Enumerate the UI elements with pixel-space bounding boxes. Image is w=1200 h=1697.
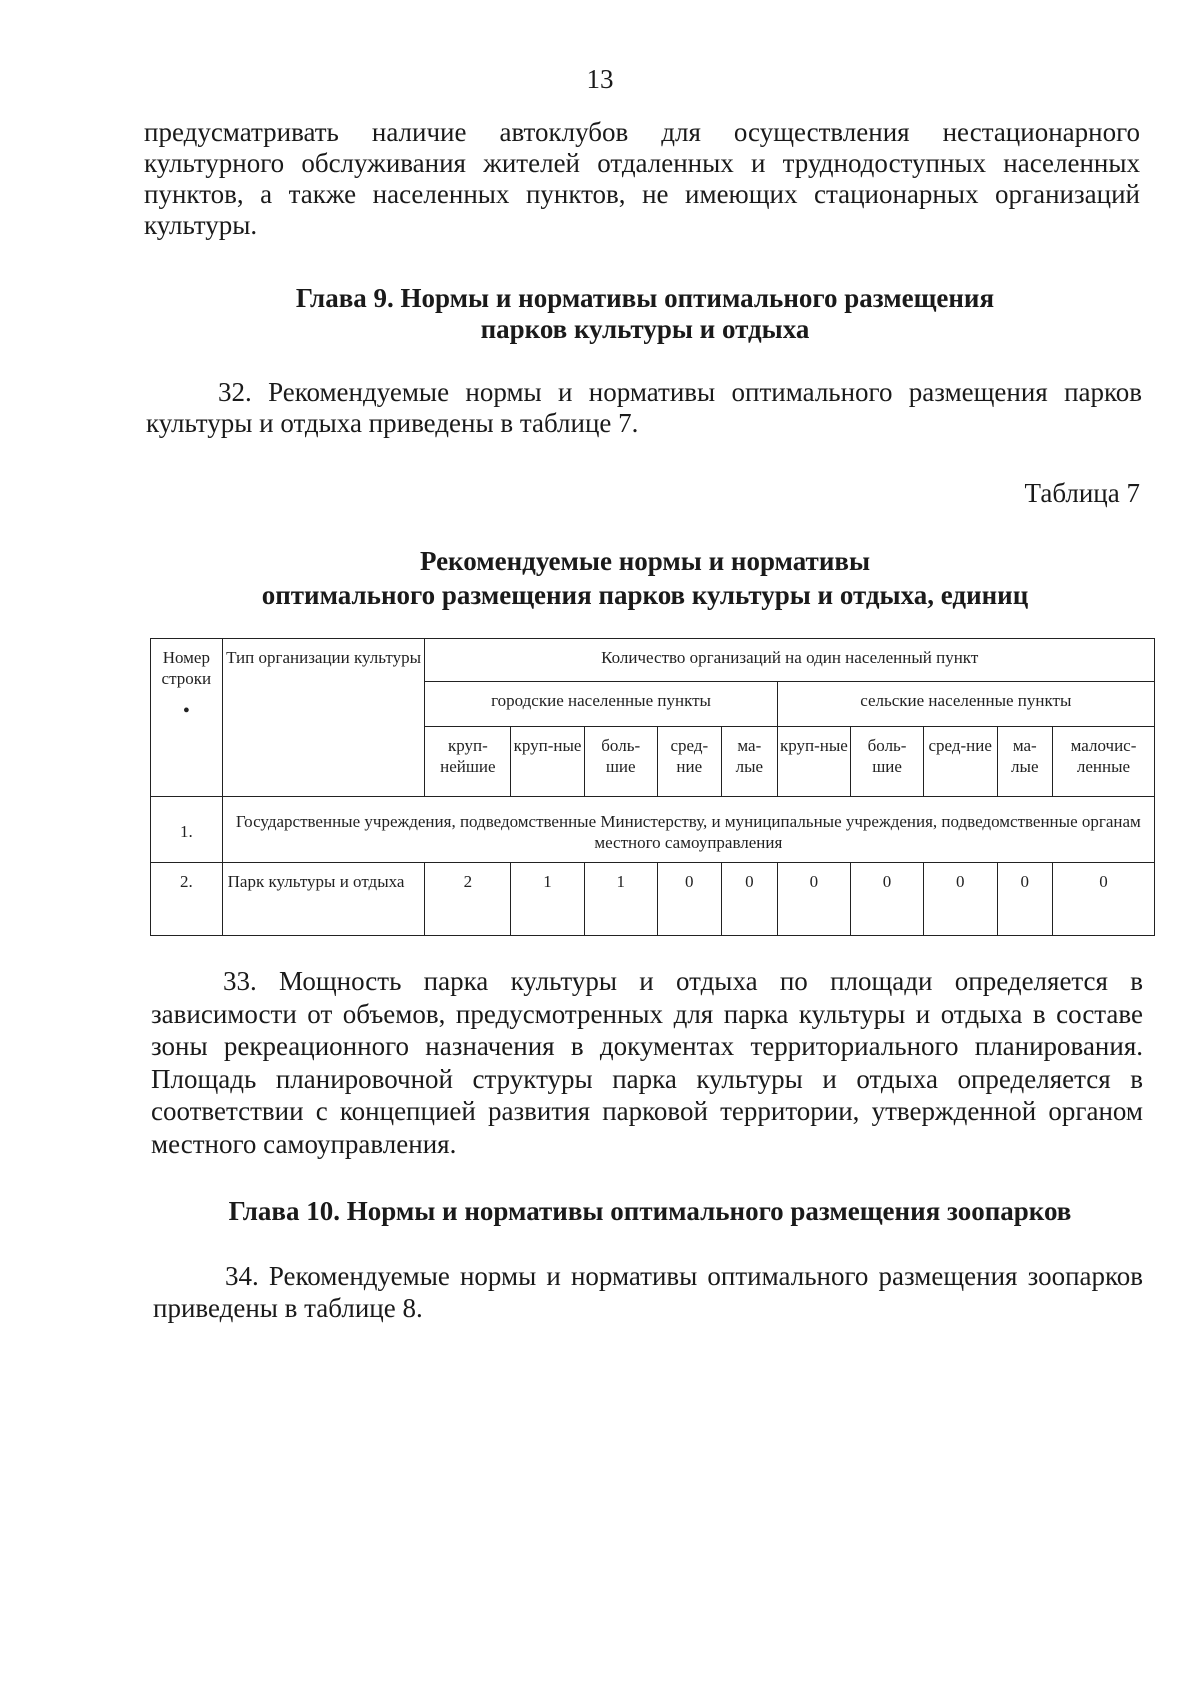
header-rural-size: малочис-ленные: [1053, 727, 1155, 797]
row-number: 2.: [151, 863, 223, 936]
row-value: 0: [997, 863, 1052, 936]
chapter9-heading-line1: Глава 9. Нормы и нормативы оптимального размещения: [295, 283, 995, 313]
paragraph-34: 34. Рекомендуемые нормы и нормативы оптимального размещения зоопарков приведены в таблице 8.: [153, 1261, 1143, 1323]
row-value: 2: [425, 863, 511, 936]
header-rural: сельские населенные пункты: [777, 682, 1154, 727]
row-org-type: Парк культуры и отдыха: [222, 863, 425, 936]
header-urban-size: боль-шие: [584, 727, 657, 797]
table7: [150, 638, 1155, 936]
intro-paragraph: предусматривать наличие автоклубов для осуществления нестационарного культурного обслуживания жителей отдаленных и труднодоступных населенных пунктов, а также населенных пунктов, не имеющих стационарных организаций культуры.: [144, 117, 1140, 240]
header-urban-size: ма-лые: [722, 727, 777, 797]
table7-title-line2: оптимального размещения парков культуры и отдыха, единиц: [261, 580, 1029, 610]
row-value: 0: [1053, 863, 1155, 936]
header-urban-size: круп-ные: [511, 727, 585, 797]
row-section-text: Государственные учреждения, подведомственные Министерству, и муниципальные учреждения, подведомственные органам местного самоуправления: [222, 797, 1154, 863]
row-value: 1: [584, 863, 657, 936]
header-urban: городские населенные пункты: [425, 682, 777, 727]
chapter9-heading: [150, 283, 1140, 345]
table7-title: [150, 544, 1140, 612]
header-rural-size: сред-ние: [923, 727, 997, 797]
row-value: 0: [722, 863, 777, 936]
header-urban-size: сред-ние: [657, 727, 722, 797]
chapter9-heading-line2: парков культуры и отдыха: [480, 314, 810, 344]
page-number: 13: [586, 64, 614, 94]
header-urban-size: круп-нейшие: [425, 727, 511, 797]
table-row: [151, 797, 1155, 863]
table7-title-line1: Рекомендуемые нормы и нормативы: [419, 546, 871, 576]
table7-caption: Таблица 7: [1024, 478, 1140, 508]
table-row: [151, 863, 1155, 936]
row-value: 0: [777, 863, 851, 936]
header-org-type: Тип организации культуры: [222, 639, 425, 797]
chapter10-heading: Глава 10. Нормы и нормативы оптимального размещения зоопарков: [228, 1196, 1072, 1226]
header-rural-size: ма-лые: [997, 727, 1052, 797]
header-bullet: •: [182, 700, 190, 722]
row-value: 1: [511, 863, 585, 936]
paragraph-33: 33. Мощность парка культуры и отдыха по площади определяется в зависимости от объемов, предусмотренных для парка культуры и отдыха в составе зоны рекреационного назначения в документах территориального планирования. Площадь планировочной структуры парка культуры и отдыха определяется в соответствии с концепцией развития парковой территории, утвержденной органом местного самоуправления.: [151, 966, 1143, 1159]
row-number: 1.: [151, 797, 223, 863]
header-rural-size: боль-шие: [851, 727, 924, 797]
header-row-number: [151, 639, 223, 797]
row-value: 0: [657, 863, 722, 936]
header-count: Количество организаций на один населенный пункт: [425, 639, 1155, 682]
header-rural-size: круп-ные: [777, 727, 851, 797]
row-value: 0: [851, 863, 924, 936]
header-row-number-label: Номер строки: [161, 648, 212, 688]
row-value: 0: [923, 863, 997, 936]
paragraph-32: 32. Рекомендуемые нормы и нормативы оптимального размещения парков культуры и отдыха приведены в таблице 7.: [146, 377, 1142, 438]
